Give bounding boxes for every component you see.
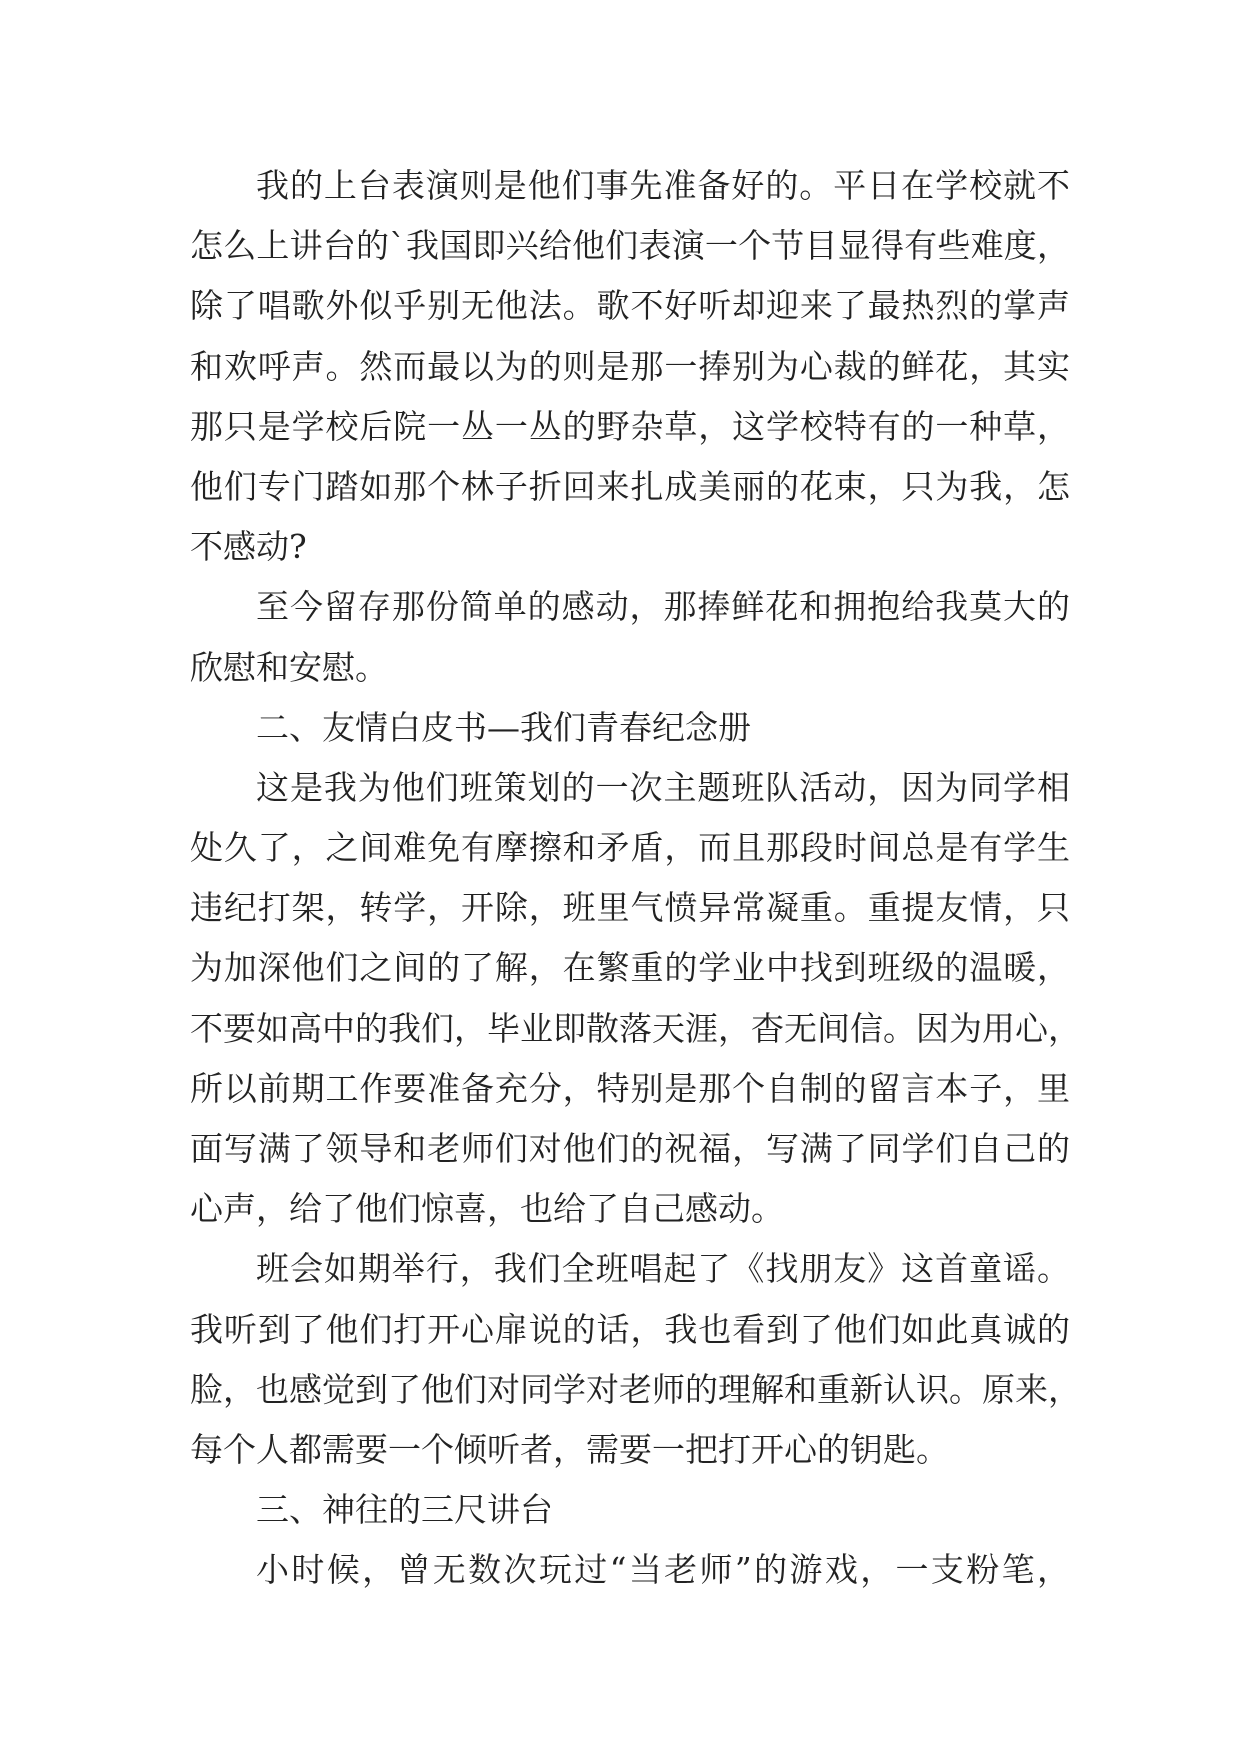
text-line: 他们专门踏如那个林子折回来扎成美丽的花束，只为我，怎 <box>190 466 1070 506</box>
text-line: 不感动? <box>190 527 307 567</box>
text-line: 不要如高中的我们，毕业即散落天涯，杳无间信。因为用心， <box>190 1008 1081 1048</box>
text-line: 我的上台表演则是他们事先准备好的。平日在学校就不 <box>256 166 1070 205</box>
text-line: 和欢呼声。然而最以为的则是那一捧别为心裁的鲜花，其实 <box>190 346 1070 386</box>
text-line: 心声，给了他们惊喜，也给了自己感动。 <box>190 1189 784 1229</box>
text-line: 违纪打架，转学，开除，班里气愤异常凝重。重提友情，只 <box>190 888 1070 928</box>
text-line: 小时候，曾无数次玩过“当老师”的游戏，一支粉笔， <box>256 1550 1070 1590</box>
text-line: 每个人都需要一个倾听者，需要一把打开心的钥匙。 <box>190 1429 949 1469</box>
text-line: 我听到了他们打开心扉说的话，我也看到了他们如此真诚的 <box>190 1309 1070 1349</box>
text-line: 脸，也感觉到了他们对同学对老师的理解和重新认识。原来， <box>190 1369 1081 1409</box>
text-line: 所以前期工作要准备充分，特别是那个自制的留言本子，里 <box>190 1068 1070 1108</box>
text-line: 为加深他们之间的了解，在繁重的学业中找到班级的温暖， <box>190 948 1070 988</box>
text-line: 班会如期举行，我们全班唱起了《找朋友》这首童谣。 <box>256 1249 1070 1289</box>
text-line: 除了唱歌外似乎别无他法。歌不好听却迎来了最热烈的掌声 <box>190 286 1070 326</box>
text-line: 这是我为他们班策划的一次主题班队活动，因为同学相 <box>256 767 1070 807</box>
text-line: 处久了，之间难免有摩擦和矛盾，而且那段时间总是有学生 <box>190 828 1070 868</box>
text-line: 面写满了领导和老师们对他们的祝福，写满了同学们自己的 <box>190 1129 1070 1168</box>
text-line: 二、友情白皮书—我们青春纪念册 <box>256 707 751 747</box>
text-line: 怎么上讲台的`我国即兴给他们表演一个节目显得有些难度， <box>190 226 1070 266</box>
text-line: 三、神往的三尺讲台 <box>256 1490 553 1530</box>
text-line: 那只是学校后院一丛一丛的野杂草，这学校特有的一种草， <box>190 406 1070 446</box>
text-line: 欣慰和安慰。 <box>190 647 388 687</box>
text-line: 至今留存那份简单的感动，那捧鲜花和拥抱给我莫大的 <box>256 587 1070 627</box>
document-body <box>190 156 1081 1601</box>
